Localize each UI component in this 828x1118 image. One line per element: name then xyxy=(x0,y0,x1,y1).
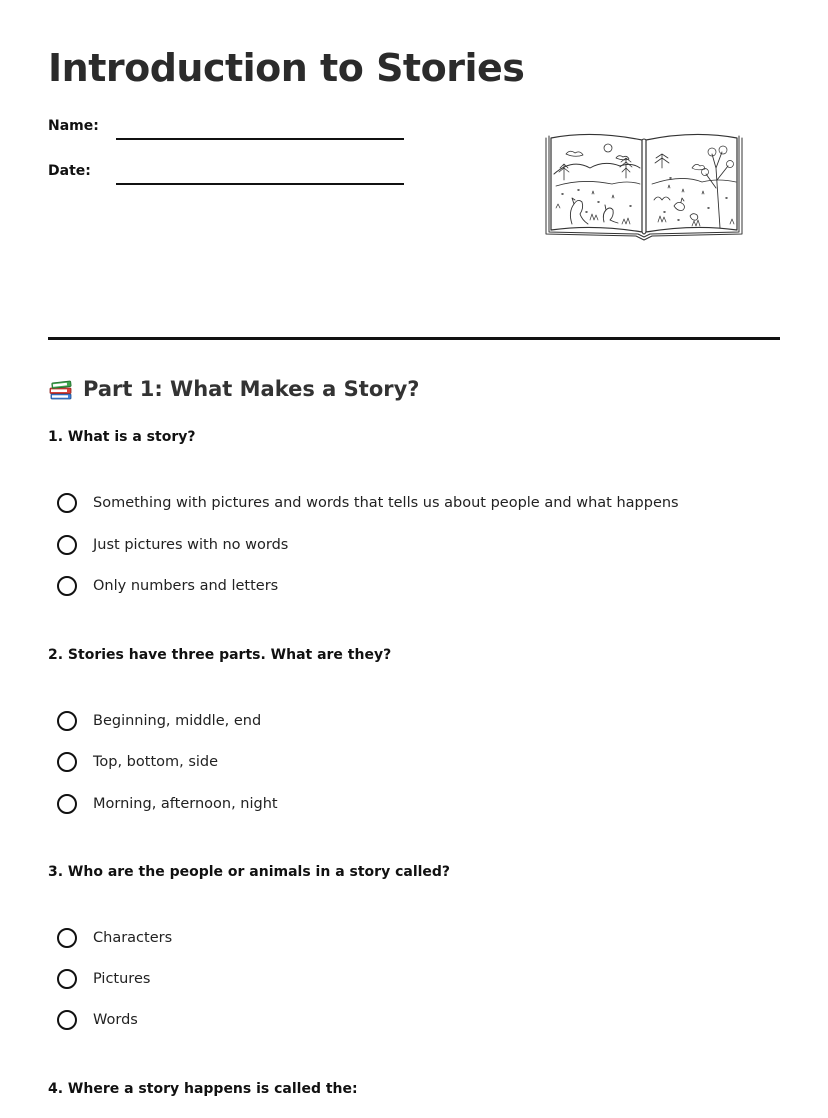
open-storybook-illustration xyxy=(542,128,746,242)
radio-button[interactable] xyxy=(57,493,77,513)
question-4: 4. Where a story happens is called the: xyxy=(48,1081,358,1097)
name-answer-line[interactable] xyxy=(116,138,404,140)
option-label: Pictures xyxy=(93,971,151,987)
option-label: Only numbers and letters xyxy=(93,578,279,594)
option-label: Beginning, middle, end xyxy=(93,713,262,729)
part1-title: Part 1: What Makes a Story? xyxy=(83,377,420,401)
question-3: 3. Who are the people or animals in a story called? xyxy=(48,864,451,880)
date-field[interactable] xyxy=(48,163,408,187)
question-2: 2. Stories have three parts. What are they? xyxy=(48,647,392,663)
q2-option-2[interactable] xyxy=(57,750,218,774)
q3-option-2[interactable] xyxy=(57,967,150,991)
q2-option-3[interactable] xyxy=(57,792,278,816)
option-label: Morning, afternoon, night xyxy=(93,796,278,812)
radio-button[interactable] xyxy=(57,711,77,731)
radio-button[interactable] xyxy=(57,752,77,772)
question-1: 1. What is a story? xyxy=(48,429,196,445)
q1-option-1[interactable] xyxy=(57,491,679,515)
q3-option-3[interactable] xyxy=(57,1008,138,1032)
books-icon xyxy=(48,376,74,402)
radio-button[interactable] xyxy=(57,576,77,596)
option-label: Just pictures with no words xyxy=(93,537,289,553)
option-label: Top, bottom, side xyxy=(93,754,219,770)
name-field[interactable] xyxy=(48,118,408,142)
worksheet-title: Introduction to Stories xyxy=(48,46,525,90)
section-divider xyxy=(48,337,780,340)
q3-option-1[interactable] xyxy=(57,926,172,950)
q2-option-1[interactable] xyxy=(57,709,261,733)
option-label: Something with pictures and words that tells us about people and what happens xyxy=(93,495,679,511)
radio-button[interactable] xyxy=(57,969,77,989)
option-label: Characters xyxy=(93,930,173,946)
radio-button[interactable] xyxy=(57,535,77,555)
q1-option-2[interactable] xyxy=(57,533,288,557)
name-label: Name: xyxy=(48,118,99,134)
date-label: Date: xyxy=(48,163,91,179)
radio-button[interactable] xyxy=(57,928,77,948)
q1-option-3[interactable] xyxy=(57,574,278,598)
radio-button[interactable] xyxy=(57,794,77,814)
date-answer-line[interactable] xyxy=(116,183,404,185)
option-label: Words xyxy=(93,1012,138,1028)
part1-heading xyxy=(48,374,419,404)
radio-button[interactable] xyxy=(57,1010,77,1030)
